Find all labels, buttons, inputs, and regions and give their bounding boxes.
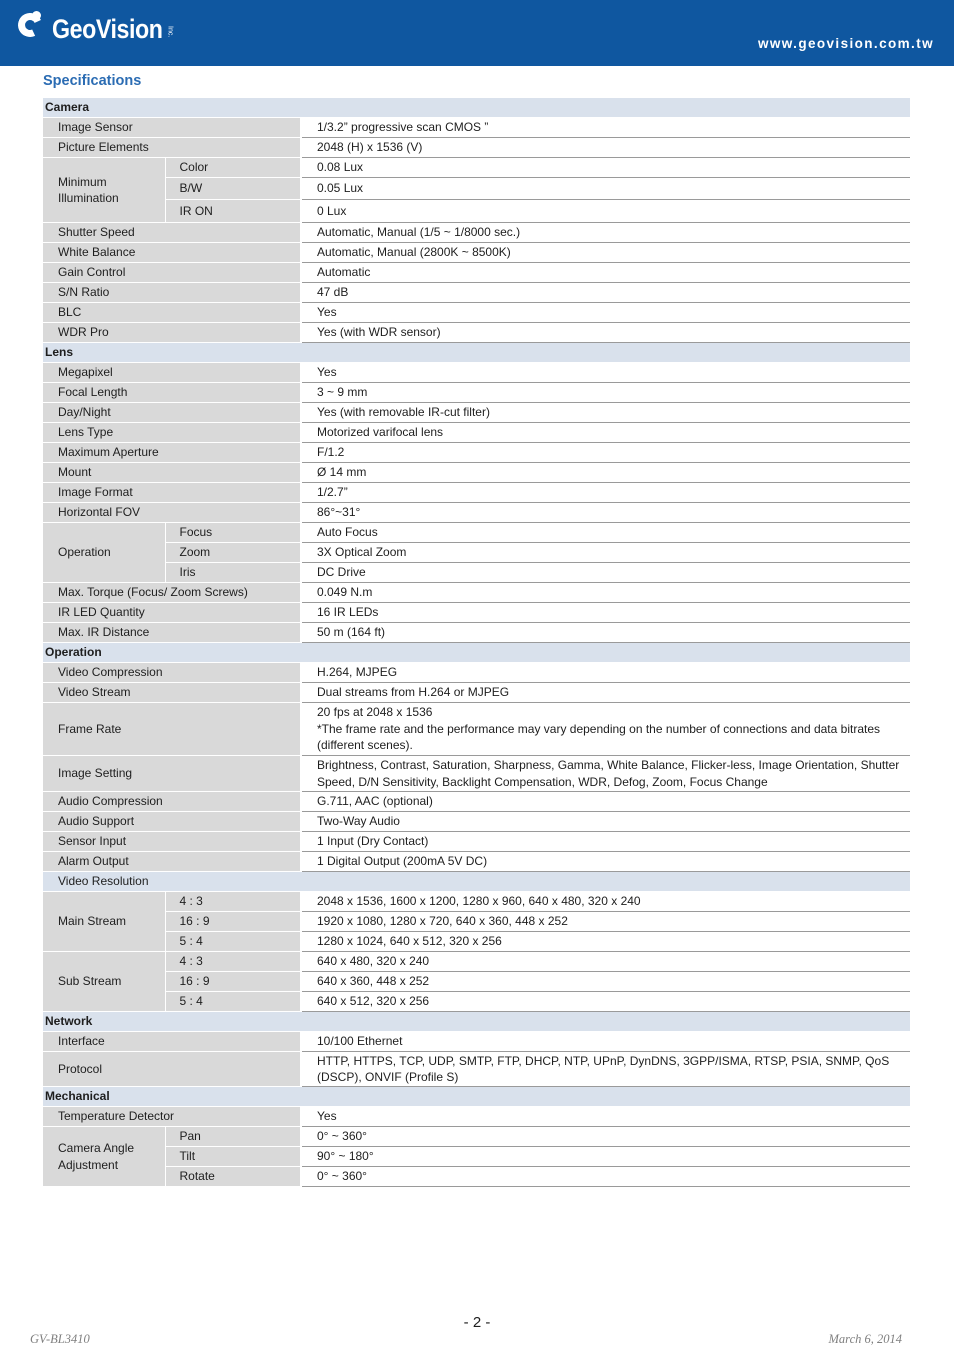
spec-row [43, 703, 910, 756]
spec-label: Alarm Output [43, 852, 301, 872]
section-mechanical [43, 1087, 910, 1107]
spec-row [43, 1127, 910, 1147]
spec-value: Yes (with removable IR-cut filter) [301, 403, 910, 423]
spec-row [43, 243, 910, 263]
spec-row [43, 523, 910, 543]
spec-label: Image Setting [43, 756, 301, 792]
spec-label: Image Sensor [43, 118, 301, 138]
spec-label: Day/Night [43, 403, 301, 423]
spec-label: Camera Angle Adjustment [43, 1127, 165, 1187]
spec-label: Image Format [43, 483, 301, 503]
spec-row [43, 912, 910, 932]
spec-label: Frame Rate [43, 703, 301, 756]
footer-model: GV-BL3410 [30, 1332, 90, 1346]
spec-value: 47 dB [301, 283, 910, 303]
spec-row [43, 403, 910, 423]
spec-value: 0° ~ 360° [301, 1127, 910, 1147]
spec-sublabel: IR ON [165, 200, 301, 223]
section-heading: Camera [43, 98, 910, 118]
spec-value: 90° ~ 180° [301, 1147, 910, 1167]
spec-label: Protocol [43, 1052, 301, 1087]
spec-row [43, 992, 910, 1012]
spec-sublabel: 4 : 3 [165, 892, 301, 912]
spec-row [43, 1147, 910, 1167]
spec-label: Mount [43, 463, 301, 483]
section-camera [43, 98, 910, 118]
spec-label: Operation [43, 523, 165, 583]
spec-sublabel: 5 : 4 [165, 932, 301, 952]
spec-sublabel: Rotate [165, 1167, 301, 1187]
spec-label: Minimum Illumination [43, 158, 165, 223]
spec-label: Audio Support [43, 812, 301, 832]
spec-label: Shutter Speed [43, 223, 301, 243]
spec-sublabel: Focus [165, 523, 301, 543]
spec-label: Megapixel [43, 363, 301, 383]
spec-value: G.711, AAC (optional) [301, 792, 910, 812]
spec-label: Focal Length [43, 383, 301, 403]
spec-table [43, 98, 910, 1187]
spec-label: Audio Compression [43, 792, 301, 812]
spec-value: 50 m (164 ft) [301, 623, 910, 643]
spec-label: Video Compression [43, 663, 301, 683]
spec-row [43, 952, 910, 972]
spec-label: Gain Control [43, 263, 301, 283]
spec-row [43, 118, 910, 138]
spec-value: 1280 x 1024, 640 x 512, 320 x 256 [301, 932, 910, 952]
spec-row [43, 756, 910, 792]
spec-label: Interface [43, 1032, 301, 1052]
spec-label: Lens Type [43, 423, 301, 443]
spec-row [43, 138, 910, 158]
spec-value: 10/100 Ethernet [301, 1032, 910, 1052]
spec-row [43, 812, 910, 832]
spec-sublabel: 16 : 9 [165, 912, 301, 932]
spec-label: Max. IR Distance [43, 623, 301, 643]
spec-value: 640 x 480, 320 x 240 [301, 952, 910, 972]
spec-value: 1/2.7” [301, 483, 910, 503]
spec-row [43, 1107, 910, 1127]
spec-label: White Balance [43, 243, 301, 263]
spec-label: Video Stream [43, 683, 301, 703]
spec-value: 3X Optical Zoom [301, 543, 910, 563]
spec-row [43, 603, 910, 623]
section-heading: Mechanical [43, 1087, 910, 1107]
section-heading: Network [43, 1012, 910, 1032]
spec-value: Brightness, Contrast, Saturation, Sharpness, Gamma, White Balance, Flicker-less, Image Orientation, Shutter Speed, D/N Sensitivity, Backlight Compensation, WDR, Defog, Zoom, Focus Change [301, 756, 910, 792]
spec-value: 2048 x 1536, 1600 x 1200, 1280 x 960, 640 x 480, 320 x 240 [301, 892, 910, 912]
spec-value: F/1.2 [301, 443, 910, 463]
spec-row [43, 832, 910, 852]
section-heading: Operation [43, 643, 910, 663]
section-heading: Lens [43, 343, 910, 363]
spec-value: Automatic, Manual (1/5 ~ 1/8000 sec.) [301, 223, 910, 243]
spec-label: Horizontal FOV [43, 503, 301, 523]
spec-row [43, 1032, 910, 1052]
spec-value: Auto Focus [301, 523, 910, 543]
spec-label: Main Stream [43, 892, 165, 952]
spec-value: Motorized varifocal lens [301, 423, 910, 443]
spec-row [43, 463, 910, 483]
spec-label: Sensor Input [43, 832, 301, 852]
spec-value: Yes (with WDR sensor) [301, 323, 910, 343]
spec-value [301, 703, 910, 756]
page-header [0, 0, 954, 66]
spec-value: Yes [301, 1107, 910, 1127]
spec-label: Maximum Aperture [43, 443, 301, 463]
video-resolution-row [43, 872, 910, 892]
spec-row [43, 158, 910, 178]
spec-label: Sub Stream [43, 952, 165, 1012]
section-lens [43, 343, 910, 363]
spec-value: 640 x 512, 320 x 256 [301, 992, 910, 1012]
spec-row [43, 972, 910, 992]
spec-row [43, 852, 910, 872]
spec-row [43, 583, 910, 603]
spec-value: Dual streams from H.264 or MJPEG [301, 683, 910, 703]
spec-value: 640 x 360, 448 x 252 [301, 972, 910, 992]
spec-row [43, 383, 910, 403]
spec-value: 0.05 Lux [301, 178, 910, 200]
spec-row [43, 503, 910, 523]
spec-row [43, 283, 910, 303]
spec-row [43, 932, 910, 952]
spec-row [43, 543, 910, 563]
spec-row [43, 892, 910, 912]
spec-row [43, 663, 910, 683]
frame-rate-value: 20 fps at 2048 x 1536 [317, 705, 433, 720]
spec-row [43, 363, 910, 383]
logo-suffix: Inc. [166, 26, 174, 38]
spec-value: Two-Way Audio [301, 812, 910, 832]
spec-value: 1 Input (Dry Contact) [301, 832, 910, 852]
spec-row [43, 178, 910, 200]
section-operation [43, 643, 910, 663]
spec-row [43, 563, 910, 583]
spec-value: Yes [301, 303, 910, 323]
spec-sublabel: 4 : 3 [165, 952, 301, 972]
spec-label: Temperature Detector [43, 1107, 301, 1127]
spec-row [43, 623, 910, 643]
spec-label: BLC [43, 303, 301, 323]
spec-value: Automatic, Manual (2800K ~ 8500K) [301, 243, 910, 263]
spec-row [43, 1052, 910, 1087]
spec-row [43, 223, 910, 243]
spec-sublabel: Tilt [165, 1147, 301, 1167]
page-title: Specifications [43, 73, 142, 89]
spec-value: Yes [301, 363, 910, 383]
spec-value: 1920 x 1080, 1280 x 720, 640 x 360, 448 x 252 [301, 912, 910, 932]
spec-row [43, 423, 910, 443]
spec-label: Max. Torque (Focus/ Zoom Screws) [43, 583, 301, 603]
spec-label: WDR Pro [43, 323, 301, 343]
section-network [43, 1012, 910, 1032]
spec-row [43, 263, 910, 283]
spec-value: Automatic [301, 263, 910, 283]
video-resolution-heading: Video Resolution [43, 872, 910, 892]
spec-value: 0.08 Lux [301, 158, 910, 178]
frame-rate-note: *The frame rate and the performance may vary depending on the number of connections and data bitrates (different scenes). [317, 721, 881, 753]
spec-value: 86°~31° [301, 503, 910, 523]
logo-text: GeoVision [52, 13, 163, 44]
spec-value: 16 IR LEDs [301, 603, 910, 623]
spec-value: 1/3.2” progressive scan CMOS ” [301, 118, 910, 138]
spec-value: 0 Lux [301, 200, 910, 223]
spec-value: HTTP, HTTPS, TCP, UDP, SMTP, FTP, DHCP, NTP, UPnP, DynDNS, 3GPP/ISMA, RTSP, PSIA, SNMP, QoS (DSCP), ONVIF (Profile S) [301, 1052, 910, 1087]
page-number: - 2 - [463, 1314, 491, 1331]
spec-sublabel: Iris [165, 563, 301, 583]
spec-value: 0° ~ 360° [301, 1167, 910, 1187]
spec-sublabel: 16 : 9 [165, 972, 301, 992]
spec-sublabel: 5 : 4 [165, 992, 301, 1012]
spec-label: S/N Ratio [43, 283, 301, 303]
spec-row [43, 200, 910, 223]
spec-row [43, 1167, 910, 1187]
spec-row [43, 303, 910, 323]
spec-sublabel: Color [165, 158, 301, 178]
spec-value: 0.049 N.m [301, 583, 910, 603]
website-url[interactable]: www.geovision.com.tw [757, 36, 934, 51]
spec-row [43, 683, 910, 703]
spec-value: DC Drive [301, 563, 910, 583]
spec-value: 3 ~ 9 mm [301, 383, 910, 403]
geovision-logo [18, 11, 174, 47]
footer-date: March 6, 2014 [828, 1332, 902, 1346]
spec-value: 1 Digital Output (200mA 5V DC) [301, 852, 910, 872]
logo-icon [18, 11, 50, 47]
spec-value: 2048 (H) x 1536 (V) [301, 138, 910, 158]
spec-row [43, 792, 910, 812]
spec-row [43, 443, 910, 463]
spec-value: H.264, MJPEG [301, 663, 910, 683]
spec-sublabel: Zoom [165, 543, 301, 563]
spec-sublabel: Pan [165, 1127, 301, 1147]
spec-row [43, 483, 910, 503]
spec-row [43, 323, 910, 343]
spec-sublabel: B/W [165, 178, 301, 200]
spec-label: IR LED Quantity [43, 603, 301, 623]
spec-label: Picture Elements [43, 138, 301, 158]
spec-value: Ø 14 mm [301, 463, 910, 483]
